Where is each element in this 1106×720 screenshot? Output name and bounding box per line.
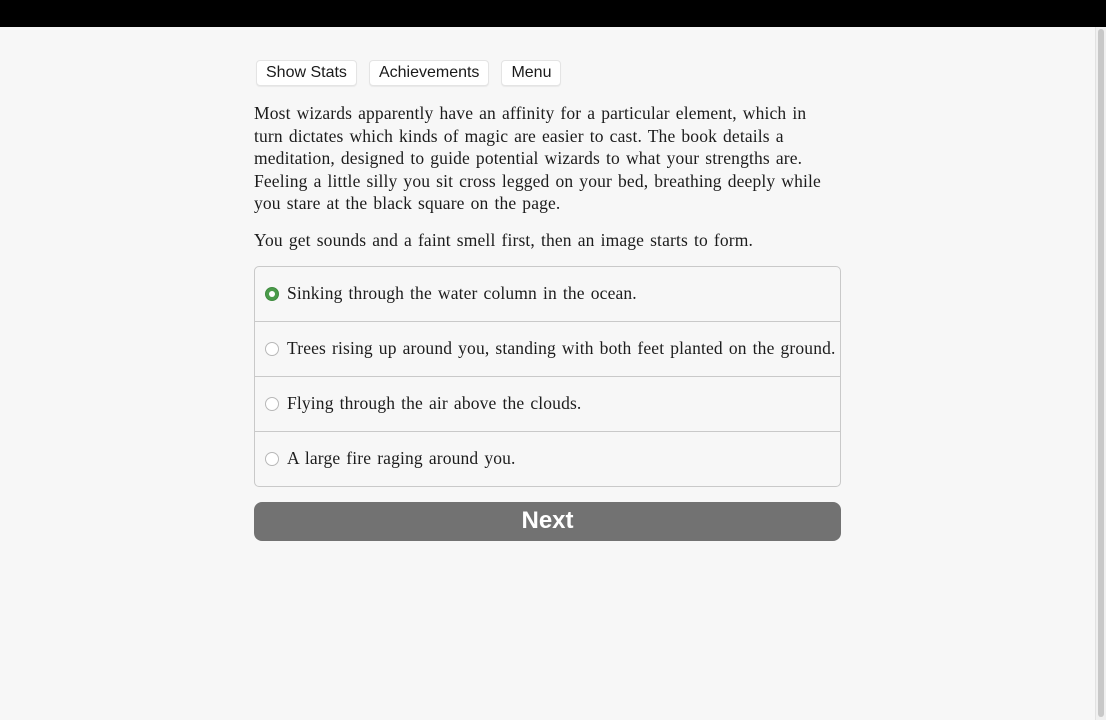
- achievements-button[interactable]: Achievements: [369, 60, 490, 86]
- choice-label: A large fire raging around you.: [287, 448, 516, 469]
- choice-list: [254, 266, 841, 487]
- radio-unselected-icon[interactable]: [265, 397, 279, 411]
- scrollbar-thumb[interactable]: [1098, 29, 1104, 717]
- story-paragraph: Most wizards apparently have an affinity for a particular element, which in turn dictates which kinds of magic are easier to cast. The book details a meditation, designed to guide potential wizards to what your strengths are. Feeling a little silly you sit cross legged on your bed, breathing deeply while you stare at the black square on the page.: [254, 103, 821, 214]
- show-stats-button[interactable]: Show Stats: [256, 60, 357, 86]
- radio-unselected-icon[interactable]: [265, 342, 279, 356]
- choice-option-fire[interactable]: [255, 432, 840, 486]
- menu-button[interactable]: Menu: [501, 60, 561, 86]
- game-content: [254, 60, 841, 541]
- radio-unselected-icon[interactable]: [265, 452, 279, 466]
- next-button-label: Next: [521, 507, 574, 535]
- radio-selected-icon[interactable]: [265, 287, 279, 301]
- choice-option-water[interactable]: [255, 267, 840, 322]
- story-paragraph: You get sounds and a faint smell first, then an image starts to form.: [254, 229, 754, 250]
- choice-option-earth[interactable]: [255, 322, 840, 377]
- choice-label: Flying through the air above the clouds.: [287, 393, 582, 414]
- next-button[interactable]: [254, 502, 841, 541]
- choice-label: Sinking through the water column in the ocean.: [287, 283, 637, 304]
- choice-label: Trees rising up around you, standing with both feet planted on the ground.: [287, 338, 836, 359]
- choice-option-air[interactable]: [255, 377, 840, 432]
- top-nav: [256, 60, 841, 86]
- window-top-bar: [0, 0, 1106, 27]
- vertical-scrollbar[interactable]: [1095, 27, 1106, 720]
